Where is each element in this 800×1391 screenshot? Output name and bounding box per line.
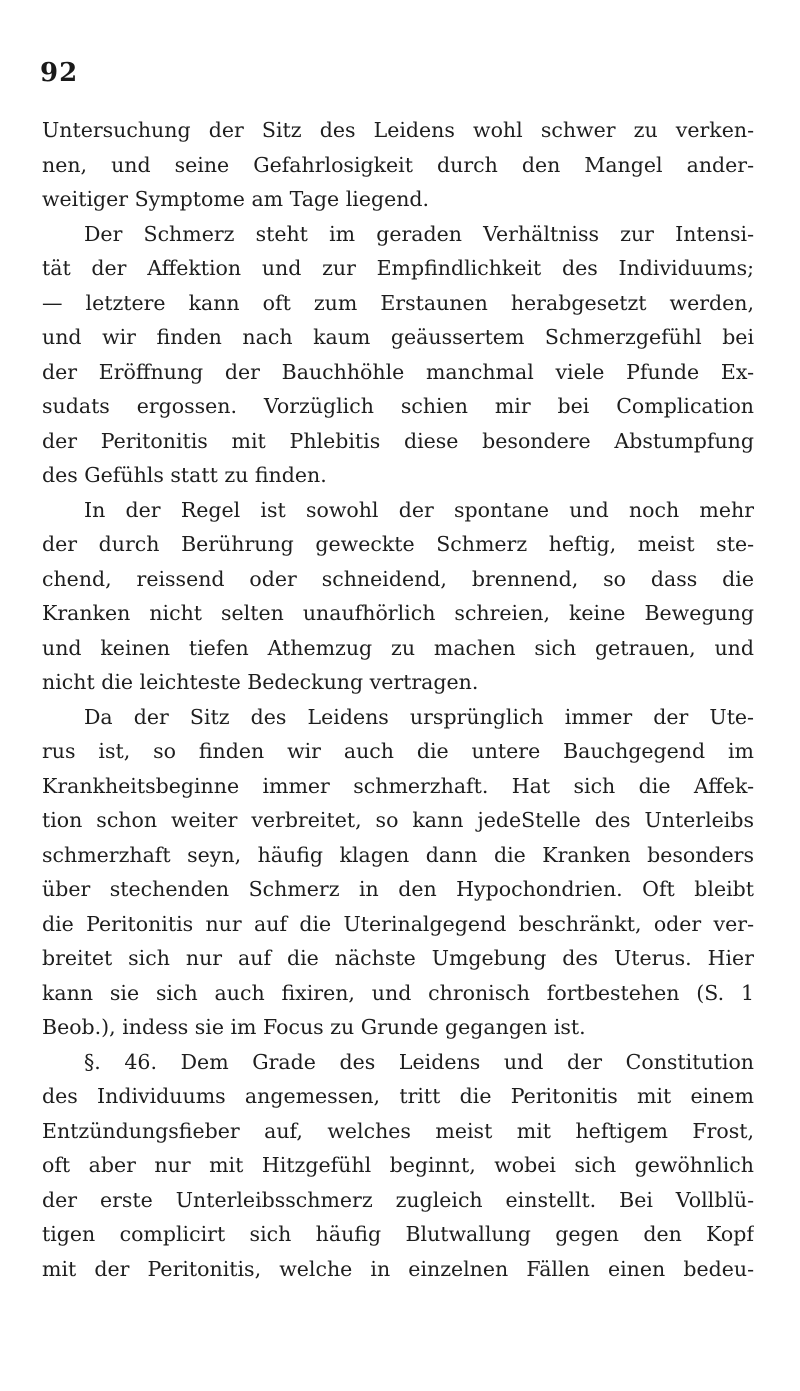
text-line: rus ist, so finden wir auch die untere Bauchgegend im	[42, 739, 754, 763]
text-line: breitet sich nur auf die nächste Umgebung des Uterus. Hier	[42, 946, 754, 970]
text-line: kann sie sich auch fixiren, und chronisch fortbestehen (S. 1	[42, 980, 754, 1005]
body-text	[42, 113, 754, 1286]
text-line: In der Regel ist sowohl der spontane und noch mehr	[84, 497, 754, 522]
text-line: schmerzhaft seyn, häufig klagen dann die Kranken besonders	[42, 842, 754, 867]
text-line: oft aber nur mit Hitzgefühl beginnt, wobei sich gewöhnlich	[42, 1153, 754, 1177]
text-line: und keinen tiefen Athemzug zu machen sich getrauen, und	[42, 635, 754, 660]
text-line: weitiger Symptome am Tage liegend.	[42, 187, 430, 211]
text-line: tion schon weiter verbreitet, so kann jedeStelle des Unterleibs	[42, 808, 754, 832]
text-line: Untersuchung der Sitz des Leidens wohl schwer zu verken-	[42, 118, 754, 142]
text-line: der durch Berührung geweckte Schmerz heftig, meist ste-	[42, 532, 754, 556]
text-line: mit der Peritonitis, welche in einzelnen Fällen einen bedeu-	[42, 1256, 754, 1281]
text-line: über stechenden Schmerz in den Hypochondrien. Oft bleibt	[42, 877, 754, 901]
text-line: Der Schmerz steht im geraden Verhältniss zur Intensi-	[84, 221, 754, 246]
text-line: nen, und seine Gefahrlosigkeit durch den Mangel ander-	[42, 152, 754, 177]
text-line: Kranken nicht selten unaufhörlich schreien, keine Bewegung	[42, 601, 754, 625]
text-line: des Individuums angemessen, tritt die Peritonitis mit einem	[42, 1084, 754, 1108]
text-line: sudats ergossen. Vorzüglich schien mir bei Complication	[42, 394, 754, 418]
text-line: die Peritonitis nur auf die Uterinalgegend beschränkt, oder ver-	[42, 911, 754, 936]
page-number: 92	[40, 58, 79, 88]
text-line: chend, reissend oder schneidend, brennend, so dass die	[42, 566, 754, 591]
text-line: der Peritonitis mit Phlebitis diese besondere Abstumpfung	[42, 428, 754, 453]
text-line: des Gefühls statt zu finden.	[42, 463, 327, 487]
text-line: der Eröffnung der Bauchhöhle manchmal viele Pfunde Ex-	[42, 359, 754, 384]
text-line: nicht die leichteste Bedeckung vertragen.	[42, 670, 479, 694]
text-line: und wir finden nach kaum geäussertem Schmerzgefühl bei	[42, 325, 754, 349]
text-line: Krankheitsbeginne immer schmerzhaft. Hat sich die Affek-	[42, 773, 754, 798]
text-line: der erste Unterleibsschmerz zugleich einstellt. Bei Vollblü-	[42, 1187, 754, 1212]
text-line: tigen complicirt sich häufig Blutwallung gegen den Kopf	[42, 1222, 754, 1246]
text-line: §. 46. Dem Grade des Leidens und der Constitution	[84, 1049, 754, 1074]
text-line: Da der Sitz des Leidens ursprünglich immer der Ute-	[84, 704, 754, 729]
text-line: tät der Affektion und zur Empfindlichkeit des Individuums;	[42, 256, 754, 280]
text-line: Beob.), indess sie im Focus zu Grunde gegangen ist.	[42, 1015, 586, 1039]
text-line: Entzündungsfieber auf, welches meist mit heftigem Frost,	[42, 1118, 754, 1143]
text-line: — letztere kann oft zum Erstaunen herabgesetzt werden,	[42, 290, 754, 315]
